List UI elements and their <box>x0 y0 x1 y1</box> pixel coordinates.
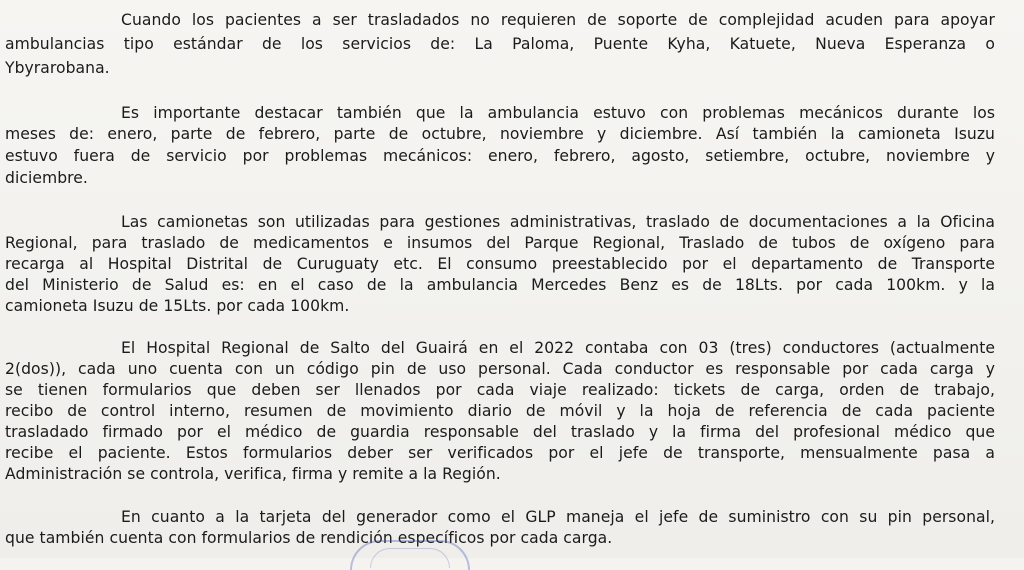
text-line: meses de: enero, parte de febrero, parte de octubre, noviembre y diciembre. Así también la camioneta Isuzu <box>5 125 995 143</box>
text-line: Ybyrarobana. <box>5 59 110 77</box>
text-line: ambulancias tipo estándar de los servicios de: La Paloma, Puente Kyha, Katuete, Nueva Esperanza o <box>5 35 995 53</box>
text-line: recarga al Hospital Distrital de Curuguaty etc. El consumo preestablecido por el departamento de Transporte <box>5 255 995 273</box>
text-line: recibo de control interno, resumen de movimiento diario de móvil y la hoja de referencia de cada paciente <box>5 402 995 420</box>
text-line: diciembre. <box>5 169 88 187</box>
text-line: Las camionetas son utilizadas para gestiones administrativas, traslado de documentaciones a la Oficina <box>121 213 995 231</box>
text-line: recibe el paciente. Estos formularios deber ser verificados por el jefe de transporte, mensualmente pasa a <box>5 444 995 462</box>
text-line: camioneta Isuzu de 15Lts. por cada 100km. <box>5 297 350 315</box>
text-line: se tienen formularios que deben ser llenados por cada viaje realizado: tickets de carga, orden de trabajo, <box>5 381 995 399</box>
text-line: Administración se controla, verifica, firma y remite a la Región. <box>5 465 501 483</box>
stamp-seal-inner <box>370 548 450 568</box>
text-line: 2(dos)), cada uno cuenta con un código pin de uso personal. Cada conductor es responsable por cada carga y <box>5 360 995 378</box>
text-line: Regional, para traslado de medicamentos e insumos del Parque Regional, Traslado de tubos de oxígeno para <box>5 234 995 252</box>
text-line: Cuando los pacientes a ser trasladados no requieren de soporte de complejidad acuden para apoyar <box>121 11 995 29</box>
text-line: Es importante destacar también que la ambulancia estuvo con problemas mecánicos durante los <box>121 104 995 122</box>
text-line: que también cuenta con formularios de rendición específicos por cada carga. <box>5 529 613 547</box>
text-line: En cuanto a la tarjeta del generador como el GLP maneja el jefe de suministro con su pin personal, <box>121 508 995 526</box>
text-line: trasladado firmado por el médico de guardia responsable del traslado y la firma del profesional médico que <box>5 423 995 441</box>
text-line: del Ministerio de Salud es: en el caso de la ambulancia Mercedes Benz es de 18Lts. por cada 100km. y la <box>5 276 995 294</box>
text-line: estuvo fuera de servicio por problemas mecánicos: enero, febrero, agosto, setiembre, octubre, noviembre y <box>5 147 995 165</box>
text-line: El Hospital Regional de Salto del Guairá en el 2022 contaba con 03 (tres) conductores (actualmente <box>121 339 995 357</box>
